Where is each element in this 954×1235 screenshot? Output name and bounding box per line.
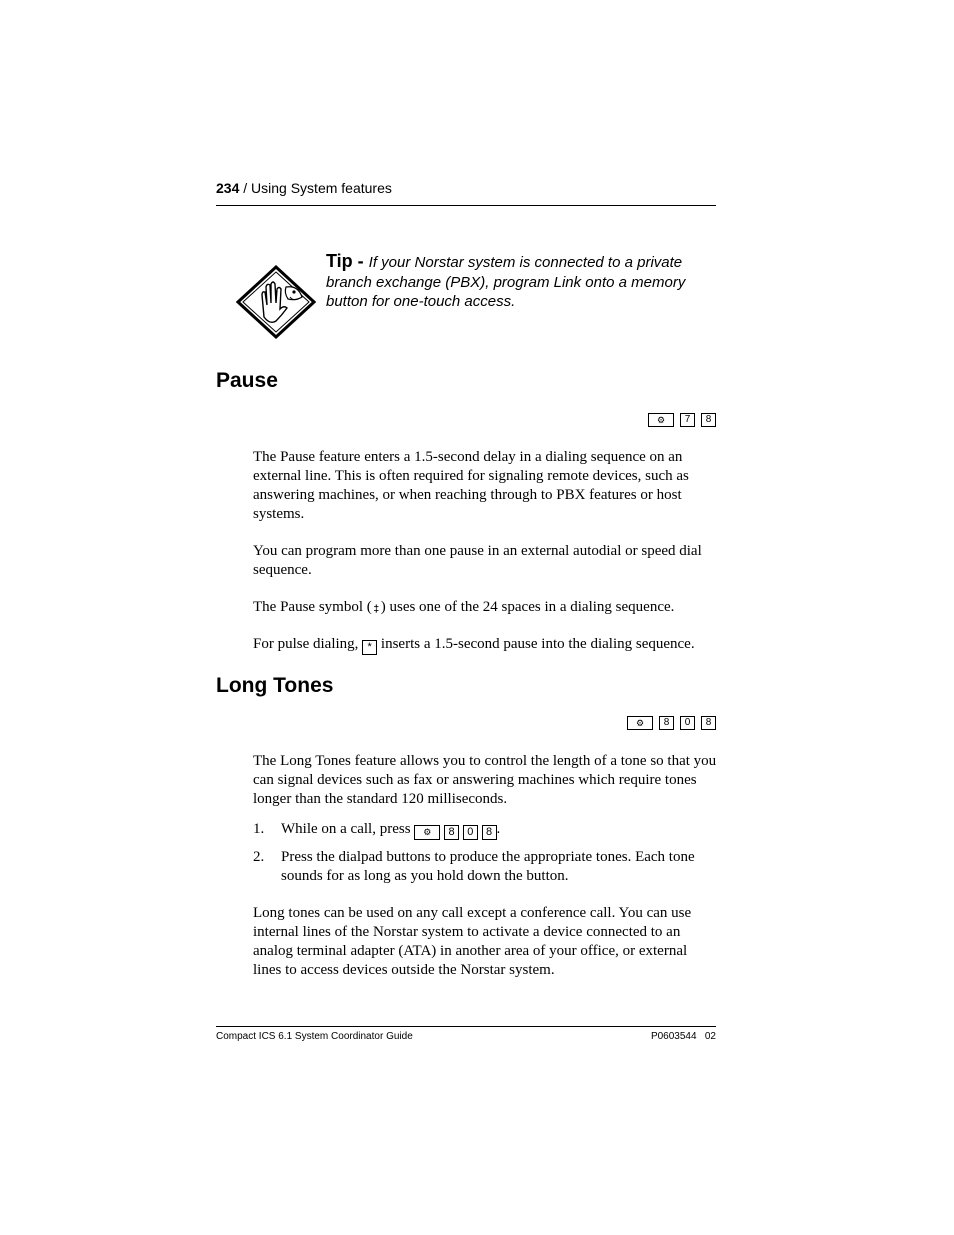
dial-key: 8 [659, 716, 674, 730]
dial-key: 8 [444, 825, 459, 840]
feature-key-icon: ⚙ [648, 413, 674, 427]
feature-key-icon: ⚙ [627, 716, 653, 730]
pause-feature-code [648, 413, 716, 427]
page-header [216, 180, 716, 196]
dial-key: 0 [463, 825, 478, 840]
pause-paragraph-2: You can program more than one pause in an external autodial or speed dial sequence. [253, 543, 702, 578]
footer-guide-title: Compact ICS 6.1 System Coordinator Guide [216, 1031, 413, 1042]
long-tones-heading: Long Tones [216, 674, 334, 697]
pause-paragraph-4: For pulse dialing, * inserts a 1.5-second pause into the dialing sequence. [253, 636, 695, 653]
page-number: 234 [216, 180, 240, 196]
header-divider [216, 205, 716, 206]
pause-paragraph-1: The Pause feature enters a 1.5-second delay in a dialing sequence on an external line. This is often required for signaling remote devices, such as answering machines, or when reaching through to PBX features or host systems. [253, 449, 689, 522]
feature-key-icon: ⚙ [414, 825, 440, 840]
tip-body: If your Norstar system is connected to a private branch exchange (PBX), program Link onto a memory button for one-touch access. [326, 254, 686, 310]
section-title: / Using System features [239, 180, 392, 196]
long-tones-closing: Long tones can be used on any call except a conference call. You can use internal lines of the Norstar system to activate a device connected to an analog terminal adapter (ATA) in another area of your office, or external lines to access devices outside the Norstar system. [253, 905, 692, 978]
pause-heading: Pause [216, 369, 278, 392]
footer-doc-number: P0603544 02 [650, 1031, 716, 1042]
long-tones-feature-code [627, 716, 716, 730]
pause-symbol-icon: ‡ [373, 604, 380, 615]
dial-key: 0 [680, 716, 695, 730]
step-2: 2. Press the dialpad buttons to produce the appropriate tones. Each tone sounds for as long as you hold down the button. [253, 849, 695, 884]
dial-key: 8 [701, 716, 716, 730]
dial-key: 7 [680, 413, 695, 427]
dial-key: 8 [482, 825, 497, 840]
dial-key: 8 [701, 413, 716, 427]
tip-text [326, 252, 716, 312]
long-tones-intro: The Long Tones feature allows you to control the length of a tone so that you can signal devices such as fax or answering machines which require tones longer than the standard 120 milliseconds. [253, 753, 717, 807]
tip-label: Tip - [326, 251, 369, 271]
footer-divider [216, 1026, 716, 1027]
star-key-icon: * [362, 640, 377, 655]
pause-paragraph-3: The Pause symbol ( ‡ ) uses one of the 24 spaces in a dialing sequence. [253, 599, 675, 615]
step-1: 1. While on a call, press ⚙ 8 0 8 . [253, 821, 501, 838]
tip-hand-icon [236, 265, 316, 339]
